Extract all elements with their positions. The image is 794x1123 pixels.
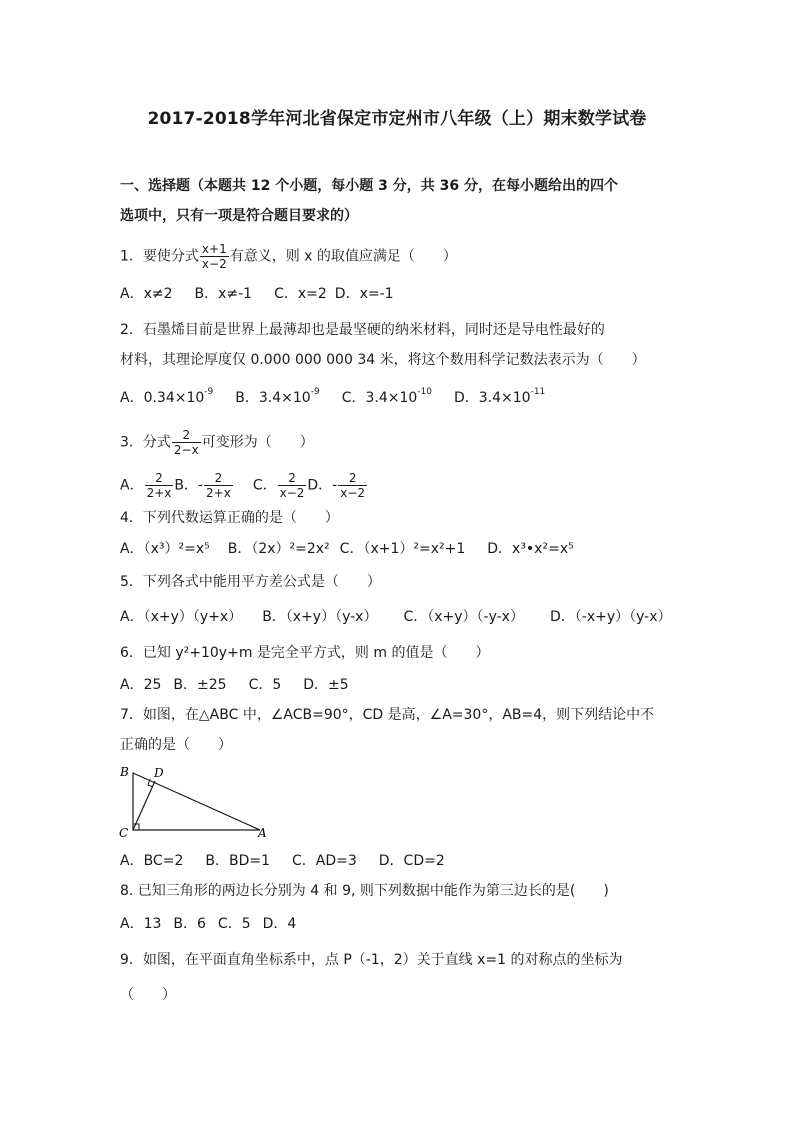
- q3-suffix: 可变形为（ ）: [201, 434, 314, 451]
- question-1-stem: [120, 242, 457, 271]
- q5-option-a: A．（x+y）（y+x）: [120, 609, 243, 625]
- q4-option-b: B．（2x）²=2x²: [227, 541, 330, 557]
- q7-option-b: B．BD=1: [205, 853, 270, 869]
- q2-option-a-exponent: -9: [204, 387, 214, 398]
- question-1-options: [120, 284, 394, 304]
- q3-option-d-denominator: x−2: [340, 486, 366, 500]
- q2-option-a: [120, 387, 214, 406]
- q5-option-d: D．（-x+y）（y-x）: [549, 609, 672, 625]
- q2-option-d: [453, 387, 546, 406]
- q2-option-c-base: C．3.4×10: [341, 390, 418, 406]
- question-9-line1: 9．如图，在平面直角坐标系中，点 P（-1，2）关于直线 x=1 的对称点的坐标为: [120, 952, 623, 968]
- q1-option-a: A．x≠2: [120, 286, 173, 302]
- question-6-stem: 6．已知 y²+10y+m 是完全平方式，则 m 的值是（ ）: [120, 645, 490, 661]
- q7-option-a: A．BC=2: [120, 853, 184, 869]
- question-3-options: [120, 471, 368, 500]
- q1-prefix: 1．要使分式: [120, 248, 199, 265]
- question-2-line2: 材料，其理论厚度仅 0.000 000 000 34 米，将这个数用科学记数法表示为（ ）: [120, 352, 646, 368]
- question-7-line2: 正确的是（ ）: [120, 737, 232, 753]
- question-7-options: [120, 851, 445, 871]
- q2-option-d-exponent: -11: [530, 387, 546, 398]
- question-2-line1: 2．石墨烯目前是世界上最薄却也是最坚硬的纳米材料，同时还是导电性最好的: [120, 322, 605, 338]
- question-3-stem: [120, 428, 314, 457]
- section-heading-line2: 选项中，只有一项是符合题目要求的）: [120, 208, 358, 224]
- q3-option-c-label: C．: [252, 477, 277, 494]
- q2-option-d-base: D．3.4×10: [453, 390, 531, 406]
- q2-option-b-base: B．3.4×10: [235, 390, 311, 406]
- q5-option-b: B．（x+y）（y-x）: [262, 609, 378, 625]
- q8-option-d: D．4: [262, 916, 297, 932]
- q3-option-d-numerator: 2: [348, 471, 357, 485]
- section-heading-line1: 一、选择题（本题共 12 个小题，每小题 3 分，共 36 分，在每小题给出的四个: [120, 178, 618, 194]
- q3-denominator: 2−x: [173, 443, 199, 457]
- q1-suffix: 有意义，则 x 的取值应满足（ ）: [229, 248, 457, 265]
- q8-option-c: C．5: [217, 916, 251, 932]
- q3-option-c-numerator: 2: [288, 471, 296, 485]
- q3-option-a-denominator: 2+x: [146, 486, 172, 500]
- q7-option-d: D．CD=2: [378, 853, 445, 869]
- exam-title: 2017-2018学年河北省保定市定州市八年级（上）期末数学试卷: [147, 109, 647, 129]
- question-4-stem: 4．下列代数运算正确的是（ ）: [120, 510, 339, 526]
- q3-numerator: 2: [182, 428, 191, 442]
- q1-option-d: D．x=-1: [334, 286, 394, 302]
- q6-option-c: C．5: [248, 677, 282, 693]
- q4-option-c: C．（x+1）²=x²+1: [339, 541, 466, 557]
- triangle-abc: [133, 773, 260, 830]
- q3-option-b-denominator: 2+x: [206, 486, 231, 500]
- q3-option-b-numerator: 2: [214, 471, 223, 485]
- q3-prefix: 3．分式: [120, 434, 171, 451]
- question-5-options: [120, 607, 672, 627]
- q1-numerator: x+1: [201, 242, 227, 256]
- q8-option-a: A．13: [120, 916, 162, 932]
- question-6-options: [120, 675, 349, 695]
- question-2-options: [120, 388, 545, 408]
- q3-fraction: [172, 428, 201, 457]
- q6-option-a: A．25: [120, 677, 162, 693]
- q3-option-a-label: A．: [120, 477, 144, 494]
- q6-option-d: D．±5: [303, 677, 349, 693]
- question-5-stem: 5．下列各式中能用平方差公式是（ ）: [120, 574, 381, 590]
- vertex-label-d: D: [154, 766, 164, 780]
- q1-option-b: B．x≠-1: [194, 286, 253, 302]
- q7-option-c: C．AD=3: [292, 853, 357, 869]
- q2-option-b-exponent: -9: [310, 387, 320, 398]
- q3-option-d-fraction: [338, 471, 367, 500]
- question-9-line2: （ ）: [120, 987, 176, 1003]
- q3-option-c-fraction: [278, 471, 307, 500]
- q1-option-c: C．x=2: [274, 286, 327, 302]
- q2-option-c: [341, 387, 432, 406]
- q2-option-a-base: A．0.34×10: [120, 390, 205, 406]
- q4-option-d: D．x³•x²=x⁵: [487, 541, 574, 557]
- question-8-options: [120, 914, 296, 934]
- q6-option-b: B．±25: [173, 677, 227, 693]
- question-4-options: [120, 539, 574, 559]
- q3-option-a-numerator: 2: [155, 471, 163, 485]
- triangle-figure: [114, 762, 274, 842]
- vertex-label-c: C: [119, 826, 129, 840]
- q1-denominator: x−2: [201, 257, 227, 271]
- q2-option-c-exponent: -10: [417, 387, 432, 398]
- q3-option-c-denominator: x−2: [279, 486, 305, 500]
- q3-option-a-fraction: [145, 471, 174, 500]
- question-8-stem: 8. 已知三角形的两边长分别为 4 和 9, 则下列数据中能作为第三边长的是( ): [120, 883, 609, 899]
- altitude-cd: [133, 781, 155, 830]
- question-7-line1: 7．如图，在△ABC 中，∠ACB=90°，CD 是高，∠A=30°，AB=4，则下列结论中不: [120, 707, 655, 723]
- vertex-label-a: A: [258, 826, 267, 840]
- q3-option-b-label: B．-: [174, 477, 204, 494]
- q3-option-d-label: D．-: [307, 477, 338, 494]
- q1-fraction: [200, 242, 229, 271]
- q4-option-a: A．（x³）²=x⁵: [120, 541, 210, 557]
- vertex-label-b: B: [120, 765, 129, 779]
- q5-option-c: C．（x+y）（-y-x）: [403, 609, 524, 625]
- q3-option-b-fraction: [204, 471, 233, 500]
- q8-option-b: B．6: [173, 916, 206, 932]
- q2-option-b: [235, 387, 320, 406]
